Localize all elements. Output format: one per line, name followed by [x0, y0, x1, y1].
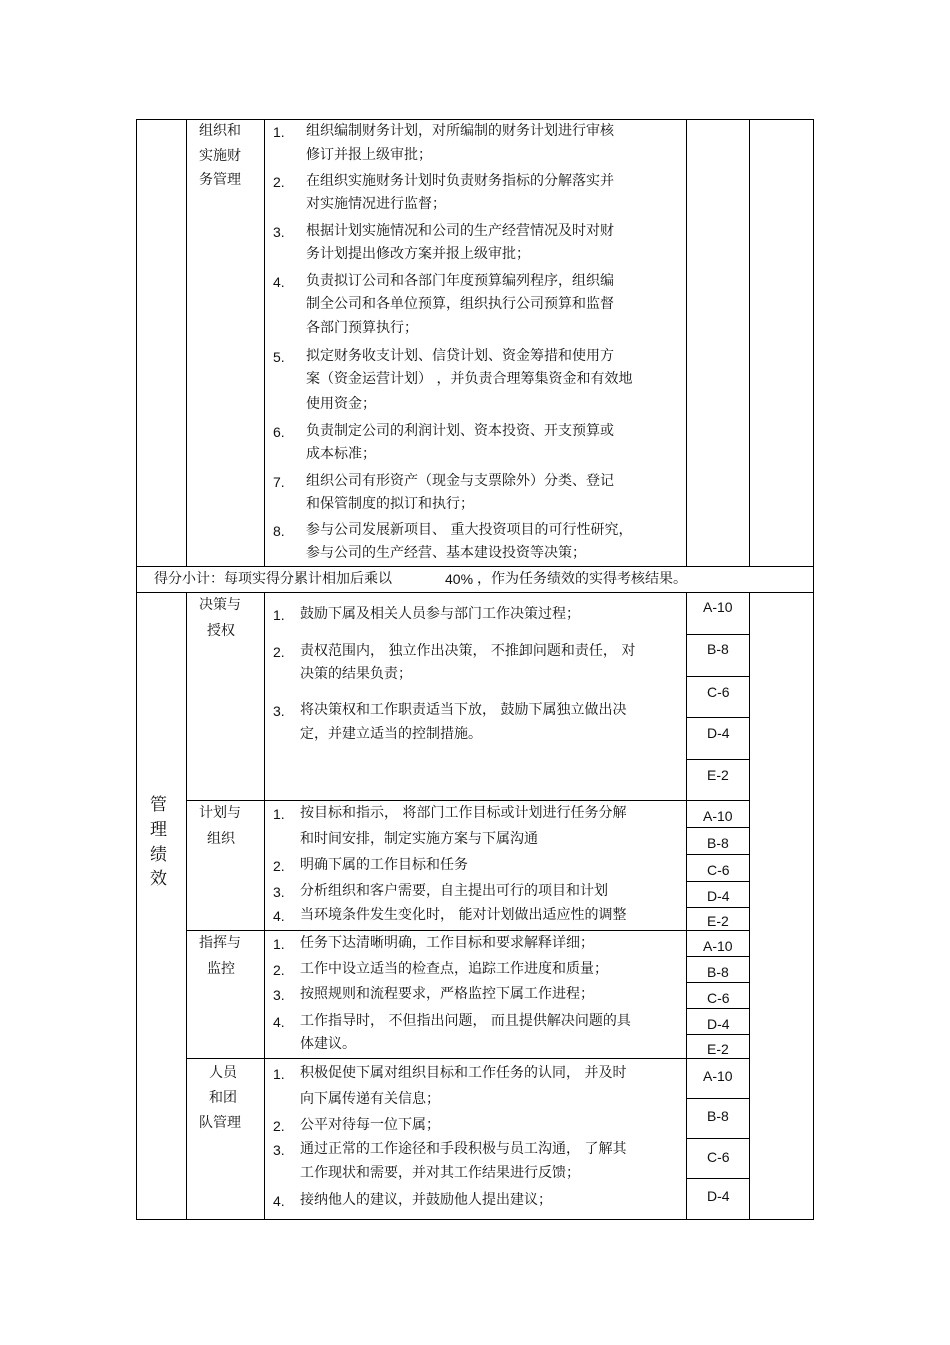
- border-grade: [686, 1178, 750, 1179]
- grade-option: C-6: [707, 862, 730, 878]
- category-label: 和团: [209, 1090, 237, 1106]
- category-label: 指挥与: [199, 935, 241, 951]
- item-number: 3.: [273, 224, 285, 240]
- item-number: 2.: [273, 644, 285, 660]
- grade-option: C-6: [707, 684, 730, 700]
- item-number: 1.: [273, 806, 285, 822]
- border-grade: [686, 827, 750, 828]
- item-number: 4.: [273, 274, 285, 290]
- category-label: 人员: [209, 1065, 237, 1081]
- category-label: 授权: [207, 623, 235, 639]
- grade-option: E-2: [707, 1041, 729, 1057]
- item-number: 7.: [273, 474, 285, 490]
- border-s1-col3: [686, 119, 687, 566]
- item-text: 工作中设立适当的检查点，追踪工作进度和质量；: [300, 961, 608, 977]
- item-text: 任务下达清晰明确，工作目标和要求解释详细；: [300, 935, 594, 951]
- grade-option: D-4: [707, 725, 730, 741]
- border-grade: [686, 907, 750, 908]
- subtotal-suffix: ，作为任务绩效的实得考核结果。: [477, 571, 687, 587]
- section-title-char: 管: [150, 795, 167, 815]
- border-s1-col4: [749, 119, 750, 566]
- grade-option: A-10: [703, 808, 733, 824]
- section-title-char: 理: [150, 820, 167, 840]
- border-group2-top: [186, 800, 750, 801]
- item-text: 体建议。: [300, 1036, 356, 1052]
- item-number: 1.: [273, 607, 285, 623]
- border-group4-top: [186, 1058, 750, 1059]
- item-text: 公平对待每一位下属；: [300, 1117, 440, 1133]
- border-table-top: [136, 119, 814, 120]
- border-grade: [686, 982, 750, 983]
- item-text: 当环境条件发生变化时， 能对计划做出适应性的调整: [300, 907, 627, 923]
- border-grade: [686, 717, 750, 718]
- item-text: 成本标准；: [306, 446, 376, 462]
- grade-option: C-6: [707, 990, 730, 1006]
- item-number: 4.: [273, 1014, 285, 1030]
- item-text: 各部门预算执行；: [306, 320, 418, 336]
- item-number: 3.: [273, 884, 285, 900]
- item-number: 2.: [273, 962, 285, 978]
- border-grade: [686, 854, 750, 855]
- category-label: 组织: [207, 831, 235, 847]
- item-text: 定，并建立适当的控制措施。: [300, 726, 482, 742]
- grade-option: B-8: [707, 964, 729, 980]
- grade-option: C-6: [707, 1149, 730, 1165]
- border-grade: [686, 1034, 750, 1035]
- item-number: 1.: [273, 124, 285, 140]
- item-text: 接纳他人的建议，并鼓励他人提出建议；: [300, 1192, 552, 1208]
- border-s2-col1: [186, 592, 187, 1220]
- border-subtotal-top: [136, 566, 814, 567]
- item-number: 5.: [273, 349, 285, 365]
- border-s2-col4: [749, 592, 750, 1220]
- item-text: 负责拟订公司和各部门年度预算编列程序，组织编: [306, 273, 614, 289]
- item-text: 参与公司的生产经营、基本建设投资等决策；: [306, 545, 586, 561]
- category-label: 监控: [207, 961, 235, 977]
- item-text: 修订并报上级审批；: [306, 147, 432, 163]
- item-text: 组织公司有形资产（现金与支票除外）分类、登记: [306, 473, 614, 489]
- category-label: 决策与: [199, 597, 241, 613]
- item-text: 明确下属的工作目标和任务: [300, 857, 468, 873]
- border-s1-col2: [264, 119, 265, 566]
- item-text: 向下属传递有关信息；: [300, 1091, 440, 1107]
- border-table-right: [813, 119, 814, 1220]
- grade-option: D-4: [707, 1016, 730, 1032]
- item-number: 4.: [273, 1193, 285, 1209]
- border-subtotal-bottom: [136, 592, 814, 593]
- item-number: 2.: [273, 858, 285, 874]
- item-text: 组织编制财务计划，对所编制的财务计划进行审核: [306, 123, 614, 139]
- section-title-char: 效: [150, 869, 167, 889]
- item-number: 3.: [273, 1142, 285, 1158]
- border-s1-col1: [186, 119, 187, 566]
- grade-option: B-8: [707, 1108, 729, 1124]
- category-label: 组织和: [199, 123, 241, 139]
- item-text: 负责制定公司的利润计划、资本投资、开支预算或: [306, 423, 614, 439]
- category-label: 队管理: [199, 1115, 241, 1131]
- grade-option: B-8: [707, 835, 729, 851]
- grade-option: B-8: [707, 641, 729, 657]
- item-text: 按照规则和流程要求，严格监控下属工作进程；: [300, 986, 594, 1002]
- item-text: 务计划提出修改方案并报上级审批；: [306, 246, 530, 262]
- grade-option: A-10: [703, 938, 733, 954]
- item-text: 使用资金；: [306, 396, 376, 412]
- border-grade: [686, 1008, 750, 1009]
- item-text: 分析组织和客户需要，自主提出可行的项目和计划: [300, 883, 608, 899]
- item-text: 决策的结果负责；: [300, 666, 412, 682]
- subtotal-prefix: 得分小计：每项实得分累计相加后乘以: [154, 571, 392, 587]
- item-number: 3.: [273, 987, 285, 1003]
- item-number: 1.: [273, 1066, 285, 1082]
- item-text: 案（资金运营计划） ，并负责合理筹集资金和有效地: [306, 371, 633, 387]
- item-number: 6.: [273, 424, 285, 440]
- section-title-char: 绩: [150, 845, 167, 865]
- item-text: 制全公司和各单位预算，组织执行公司预算和监督: [306, 296, 614, 312]
- item-number: 2.: [273, 1118, 285, 1134]
- grade-option: E-2: [707, 767, 729, 783]
- item-text: 根据计划实施情况和公司的生产经营情况及时对财: [306, 223, 614, 239]
- border-grade: [686, 676, 750, 677]
- grade-option: A-10: [703, 599, 733, 615]
- border-grade: [686, 1098, 750, 1099]
- item-text: 参与公司发展新项目、 重大投资项目的可行性研究，: [306, 522, 633, 538]
- border-grade: [686, 634, 750, 635]
- border-s2-col2: [264, 592, 265, 1220]
- item-text: 工作现状和需要，并对其工作结果进行反馈；: [300, 1165, 580, 1181]
- category-label: 实施财: [199, 148, 241, 164]
- item-text: 通过正常的工作途径和手段积极与员工沟通， 了解其: [300, 1141, 627, 1157]
- item-text: 在组织实施财务计划时负责财务指标的分解落实并: [306, 173, 614, 189]
- border-grade: [686, 759, 750, 760]
- item-text: 积极促使下属对组织目标和工作任务的认同， 并及时: [300, 1065, 627, 1081]
- item-text: 鼓励下属及相关人员参与部门工作决策过程；: [300, 606, 580, 622]
- grade-option: D-4: [707, 1188, 730, 1204]
- item-number: 3.: [273, 703, 285, 719]
- border-grade: [686, 956, 750, 957]
- item-number: 8.: [273, 523, 285, 539]
- border-grade: [686, 1138, 750, 1139]
- grade-option: A-10: [703, 1068, 733, 1084]
- item-text: 将决策权和工作职责适当下放， 鼓励下属独立做出决: [300, 702, 627, 718]
- item-number: 2.: [273, 174, 285, 190]
- item-number: 1.: [273, 936, 285, 952]
- item-text: 和保管制度的拟订和执行；: [306, 496, 474, 512]
- grade-option: E-2: [707, 913, 729, 929]
- border-table-bottom: [136, 1219, 814, 1220]
- border-grade: [686, 881, 750, 882]
- item-number: 4.: [273, 908, 285, 924]
- item-text: 工作指导时， 不但指出问题， 而且提供解决问题的具: [300, 1013, 631, 1029]
- item-text: 责权范围内， 独立作出决策， 不推卸问题和责任， 对: [300, 643, 636, 659]
- item-text: 和时间安排，制定实施方案与下属沟通: [300, 831, 538, 847]
- border-s2-col3: [686, 592, 687, 1220]
- category-label: 计划与: [199, 805, 241, 821]
- border-group3-top: [186, 930, 750, 931]
- category-label: 务管理: [199, 172, 241, 188]
- item-text: 对实施情况进行监督；: [306, 196, 446, 212]
- border-table-left: [136, 119, 137, 1220]
- grade-option: D-4: [707, 888, 730, 904]
- item-text: 按目标和指示， 将部门工作目标或计划进行任务分解: [300, 805, 627, 821]
- subtotal-percent: 40%: [445, 571, 474, 587]
- item-text: 拟定财务收支计划、信贷计划、资金筹措和使用方: [306, 348, 614, 364]
